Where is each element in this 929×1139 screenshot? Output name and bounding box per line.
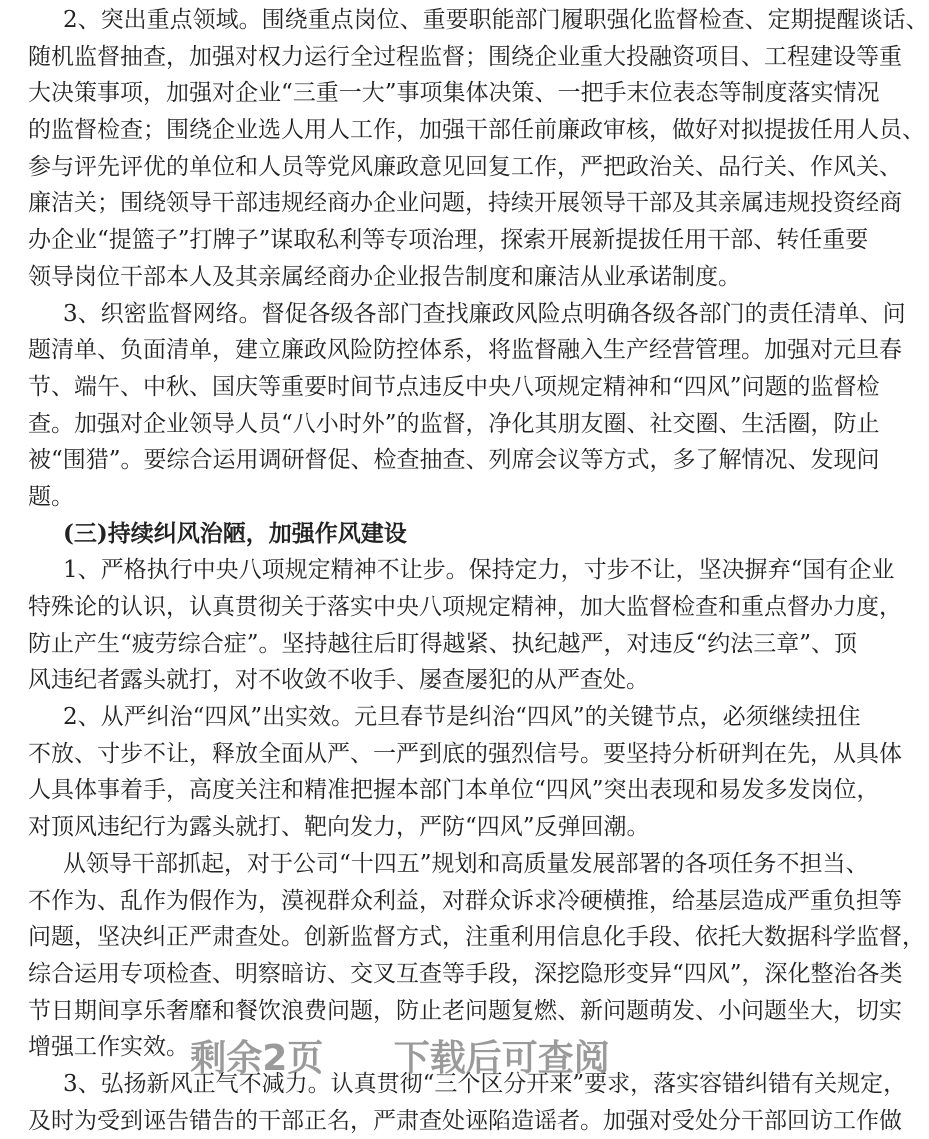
text-line: 的监督检查；围绕企业选人用人工作，加强干部任前廉政审核，做好对拟提拔任用人员、: [28, 117, 925, 144]
document-body: [28, 2, 929, 1139]
text-line: 节、端午、中秋、国庆等重要时间节点违反中央八项规定精神和“四风”问题的监督检: [28, 373, 880, 400]
text-line: 及时为受到诬告错告的干部正名，严肃查处诬陷造谣者。加强对受处分干部回访工作做: [28, 1107, 902, 1134]
text-line: 3、弘扬新风正气不减力。认真贯彻“三个区分开来”要求，落实容错纠错有关规定，: [63, 1070, 907, 1097]
text-line: (三)持续纠风治陋，加强作风建设: [63, 519, 407, 547]
remaining-pages-label: 剩余2页: [190, 1038, 324, 1079]
text-line: 增强工作实效。: [28, 1034, 189, 1061]
text-line: 题清单、负面清单，建立廉政风险防控体系，将监督融入生产经营管理。加强对元旦春: [28, 337, 902, 364]
text-line: 风违纪者露头就打，对不收敛不收手、屡查屡犯的从严查处。: [28, 667, 649, 694]
text-line: 查。加强对企业领导人员“八小时外”的监督，净化其朋友圈、社交圈、生活圈，防止: [28, 410, 880, 437]
text-line: 3、织密监督网络。督促各级各部门查找廉政风险点明确各级各部门的责任清单、问: [63, 300, 906, 327]
text-line: 1、严格执行中央八项规定精神不让步。保持定力，寸步不让，坚决摒弃“国有企业: [63, 557, 895, 584]
text-line: 人具体事着手，高度关注和精准把握本部门本单位“四风”突出表现和易发多发岗位，: [28, 777, 880, 804]
text-line: 防止产生“疲劳综合症”。坚持越往后盯得越紧、执纪越严，对违反“约法三章”、顶: [28, 630, 858, 657]
text-line: 领导岗位干部本人及其亲属经商办企业报告制度和廉洁从业承诺制度。: [28, 263, 741, 290]
text-line: 廉洁关；围绕领导干部违规经商办企业问题，持续开展领导干部及其亲属违规投资经商: [28, 190, 902, 217]
text-line: 2、突出重点领域。围绕重点岗位、重要职能部门履职强化监督检查、定期提醒谈话、: [63, 7, 929, 33]
text-line: 办企业“提篮子”打牌子”谋取私利等专项治理，探索开展新提拔任用干部、转任重要: [28, 227, 869, 254]
text-line: 大决策事项，加强对企业“三重一大”事项集体决策、一把手末位表态等制度落实情况: [28, 80, 880, 107]
text-line: 2、从严纠治“四风”出实效。元旦春节是纠治“四风”的关键节点，必须继续扭住: [63, 704, 861, 731]
text-line: 问题，坚决纠正严肃查处。创新监督方式，注重利用信息化手段、依托大数据科学监督，: [28, 924, 925, 951]
paragraph: [28, 2, 929, 296]
text-line: 特殊论的认识，认真贯彻关于落实中央八项规定精神，加大监督检查和重点督办力度，: [28, 594, 902, 620]
text-line: 综合运用专项检查、明察暗访、交叉互查等手段，深挖隐形变异“四风”，深化整治各类: [28, 960, 903, 987]
paragraph: [28, 296, 906, 516]
paragraph: [28, 552, 902, 699]
section-heading: [28, 516, 776, 553]
text-line: 题。: [28, 483, 74, 510]
paragraph: [28, 699, 902, 846]
text-line: 不放、寸步不让，释放全面从严、一严到底的强烈信号。要坚持分析研判在先，从具体: [28, 740, 902, 767]
text-line: 不作为、乱作为假作为，漠视群众利益，对群众诉求冷硬横推，给基层造成严重负担等: [28, 887, 902, 914]
text-line: 随机监督抽查，加强对权力运行全过程监督；围绕企业重大投融资项目、工程建设等重: [28, 43, 902, 70]
download-to-view-label[interactable]: 下载后可查阅: [393, 1038, 610, 1079]
text-line: 节日期间享乐奢靡和餐饮浪费问题，防止老问题复燃、新问题萌发、小问题坐大，切实: [28, 997, 902, 1024]
text-line: 被“围猎”。要综合运用调研督促、检查抽查、列席会议等方式，多了解情况、发现问: [28, 447, 880, 474]
download-prompt[interactable]: [0, 1030, 800, 1081]
text-line: 对顶风违纪行为露头就打、靶向发力，严防“四风”反弹回潮。: [28, 814, 650, 841]
text-line: 参与评先评优的单位和人员等党风廉政意见回复工作，严把政治关、品行关、作风关、: [28, 153, 902, 180]
text-line: 从领导干部抓起，对于公司“十四五”规划和高质量发展部署的各项任务不担当、: [63, 850, 869, 877]
